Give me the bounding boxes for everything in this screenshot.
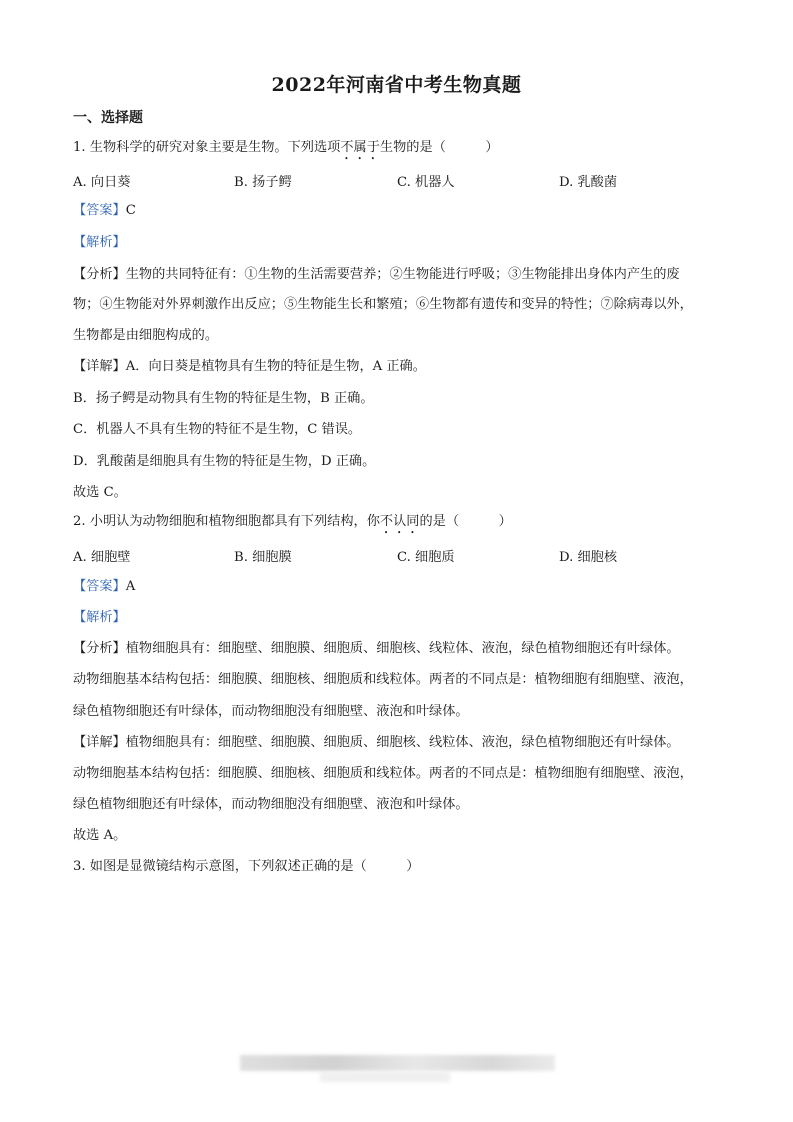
question-2-stem	[73, 512, 512, 537]
line-tag: 【详解】	[73, 735, 126, 750]
question-2-option-c: C. 细胞质	[397, 550, 455, 565]
question-2-option-d: D. 细胞核	[559, 550, 618, 565]
question-2-line	[73, 639, 680, 659]
question-1-line	[73, 265, 680, 285]
question-2-stem-after: 的是（ ）	[419, 514, 512, 529]
answer-value: C	[125, 203, 136, 218]
question-1-option-b: B. 扬子鳄	[234, 175, 292, 190]
blurred-footer-watermark	[240, 1055, 555, 1071]
answer-tag: 【答案】	[73, 579, 126, 594]
question-2-line	[73, 733, 680, 753]
line-text: 动物细胞基本结构包括：细胞膜、细胞核、细胞质和线粒体。两者的不同点是：植物细胞有细胞壁、液泡，	[73, 672, 693, 687]
question-1-options	[73, 171, 733, 191]
question-1-line	[73, 389, 374, 409]
question-2-stem-emphasis: 不认同	[379, 514, 420, 529]
page-title: 2022年河南省中考生物真题	[271, 74, 522, 96]
blurred-footer-watermark-sub	[320, 1072, 450, 1082]
section-heading: 一、选择题	[73, 110, 143, 126]
question-2-stem-before: 2. 小明认为动物细胞和植物细胞都具有下列结构，你	[73, 514, 380, 529]
question-1-stem-after: 生物的是（ ）	[379, 140, 499, 155]
question-2-options	[73, 546, 733, 566]
question-2-line	[73, 702, 469, 722]
line-text: 生物都是由细胞构成的。	[73, 328, 219, 343]
question-2-option-a: A. 细胞壁	[73, 550, 131, 565]
answer-tag: 【答案】	[73, 203, 126, 218]
question-1-answer	[73, 201, 136, 221]
question-1-stem-emphasis: 不属于	[340, 140, 380, 155]
question-2-line	[73, 795, 469, 815]
question-1-option-d: D. 乳酸菌	[559, 175, 618, 190]
question-1-line	[73, 357, 426, 377]
question-1-stem	[73, 138, 499, 163]
line-text: 绿色植物细胞还有叶绿体，而动物细胞没有细胞壁、液泡和叶绿体。	[73, 704, 469, 719]
question-2-analysis-tag: 【解析】	[73, 610, 126, 625]
question-1-line	[73, 483, 127, 503]
question-1-stem-before: 1. 生物科学的研究对象主要是生物。下列选项	[73, 140, 341, 155]
line-text: 绿色植物细胞还有叶绿体，而动物细胞没有细胞壁、液泡和叶绿体。	[73, 797, 469, 812]
line-text: 物；④生物能对外界刺激作出反应；⑤生物能生长和繁殖；⑥生物都有遗传和变异的特性；⑦除病毒以外，	[73, 297, 693, 312]
answer-value: A	[125, 579, 136, 594]
line-tag: 【分析】	[73, 267, 126, 282]
line-text: D．乳酸菌是细胞具有生物的特征是生物，D 正确。	[73, 454, 376, 469]
question-1-option-a: A. 向日葵	[73, 175, 131, 190]
question-2-line	[73, 826, 126, 846]
line-tag: 【详解】	[73, 359, 126, 374]
question-3-stem: 3. 如图是显微镜结构示意图，下列叙述正确的是（ ）	[73, 859, 420, 874]
question-2-line	[73, 764, 693, 784]
question-1-analysis-tag: 【解析】	[73, 235, 126, 250]
question-1-line	[73, 326, 218, 346]
line-text: B．扬子鳄是动物具有生物的特征是生物，B 正确。	[73, 391, 374, 406]
line-text: 动物细胞基本结构包括：细胞膜、细胞核、细胞质和线粒体。两者的不同点是：植物细胞有细胞壁、液泡，	[73, 766, 693, 781]
line-text: 植物细胞具有：细胞壁、细胞膜、细胞质、细胞核、线粒体、液泡，绿色植物细胞还有叶绿体。	[125, 735, 680, 750]
question-1-line	[73, 452, 375, 472]
line-text: 生物的共同特征有：①生物的生活需要营养；②生物能进行呼吸；③生物能排出身体内产生的废	[125, 267, 680, 282]
question-1-line	[73, 295, 693, 315]
line-text: 植物细胞具有：细胞壁、细胞膜、细胞质、细胞核、线粒体、液泡，绿色植物细胞还有叶绿体。	[125, 641, 680, 656]
line-text: C．机器人不具有生物的特征不是生物，C 错误。	[73, 422, 362, 437]
question-2-answer	[73, 577, 135, 597]
question-2-option-b: B. 细胞膜	[234, 550, 292, 565]
question-2-line	[73, 670, 693, 690]
line-text: 故选 A。	[73, 828, 127, 843]
line-text: A．向日葵是植物具有生物的特征是生物，A 正确。	[125, 359, 426, 374]
line-tag: 【分析】	[73, 641, 126, 656]
question-1-line	[73, 420, 361, 440]
line-text: 故选 C。	[73, 485, 127, 500]
question-1-option-c: C. 机器人	[397, 175, 455, 190]
